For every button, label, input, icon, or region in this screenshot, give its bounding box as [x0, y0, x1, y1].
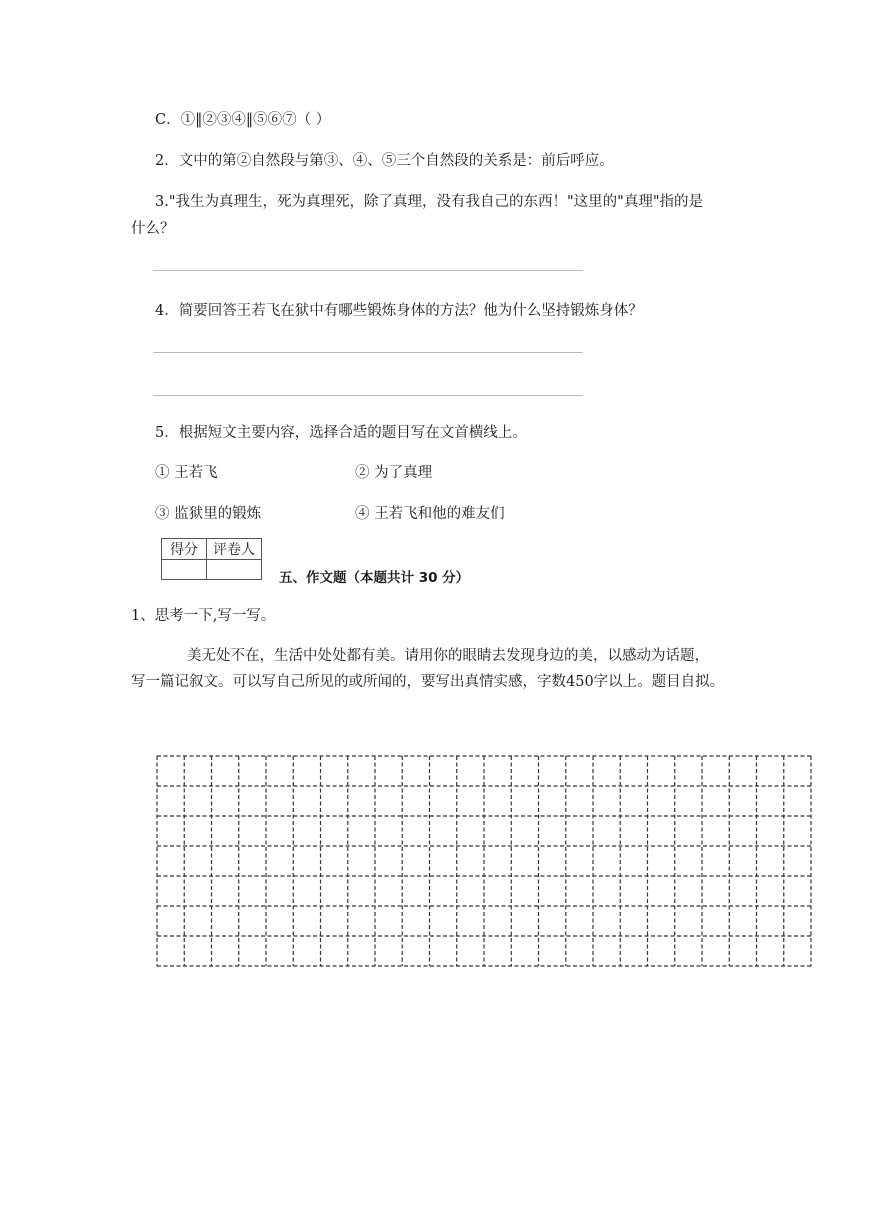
option-c: C．①‖②③④‖⑤⑥⑦（ ）: [155, 112, 331, 128]
q5-option-4: ④ 王若飞和他的难友们: [355, 506, 505, 522]
writing-prompt-line-1: 美无处不在，生活中处处都有美。请用你的眼睛去发现身边的美，以感动为话题，: [187, 648, 709, 664]
q5-option-3: ③ 监狱里的锻炼: [155, 506, 262, 522]
grader-label: 评卷人: [207, 539, 262, 560]
answer-line-q3[interactable]: [153, 270, 583, 271]
question-3-line-1: 3."我生为真理生，死为真理死，除了真理，没有我自己的东西！"这里的"真理"指的是: [155, 194, 704, 210]
score-box: [161, 538, 262, 580]
section-title: 五、作文题（本题共计 30 分）: [279, 570, 470, 586]
grader-cell[interactable]: [207, 560, 262, 580]
question-2: 2．文中的第②自然段与第③、④、⑤三个自然段的关系是：前后呼应。: [155, 153, 614, 169]
q5-option-1: ① 王若飞: [155, 465, 218, 481]
writing-grid[interactable]: [156, 755, 812, 967]
writing-prompt-line-2: 写一篇记叙文。可以写自己所见的或所闻的，要写出真情实感，字数450字以上。题目自拟。: [131, 674, 725, 690]
answer-line-q4-1[interactable]: [153, 352, 583, 353]
answer-line-q4-2[interactable]: [153, 395, 583, 396]
score-cell[interactable]: [162, 560, 207, 580]
q5-option-2: ② 为了真理: [355, 465, 433, 481]
question-5: 5．根据短文主要内容，选择合适的题目写在文首横线上。: [155, 425, 527, 441]
score-label: 得分: [162, 539, 207, 560]
writing-task: 1、思考一下,写一写。: [131, 608, 276, 624]
question-3-line-2: 什么？: [131, 221, 175, 237]
question-4: 4．简要回答王若飞在狱中有哪些锻炼身体的方法？他为什么坚持锻炼身体？: [155, 303, 643, 319]
